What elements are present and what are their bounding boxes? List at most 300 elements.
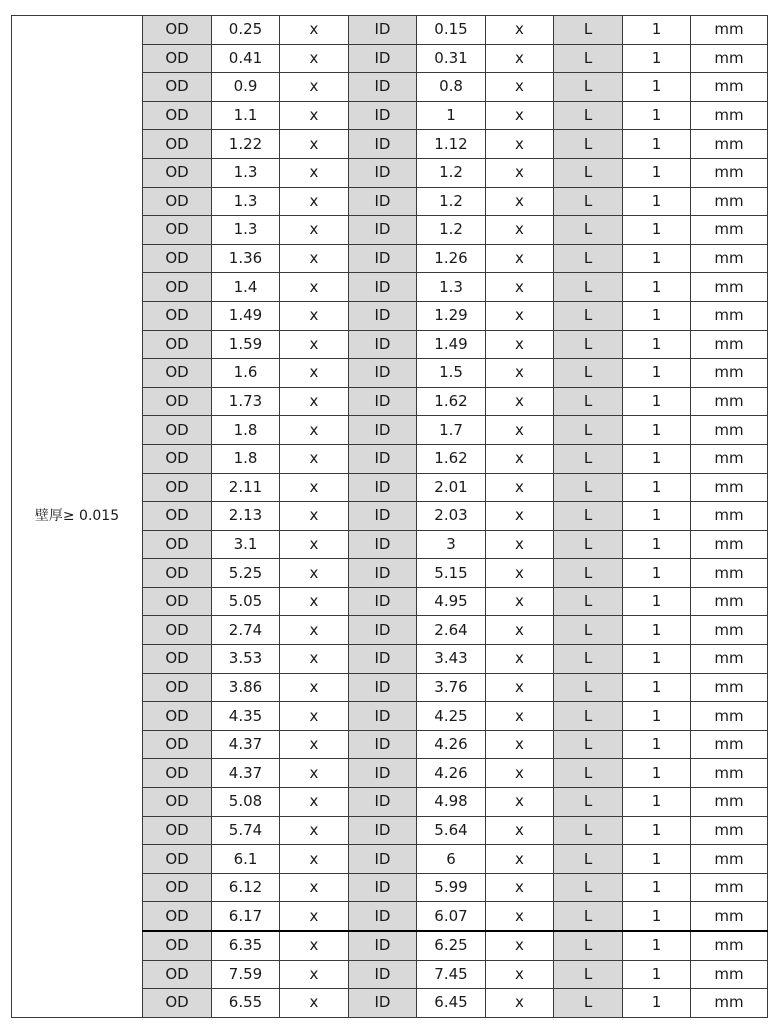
times-sign-cell: x [486,931,554,960]
times-sign-cell: x [280,444,349,473]
length-value-cell: 1 [623,673,691,702]
od-label-cell: OD [143,330,212,359]
id-value-cell: 6.25 [417,931,486,960]
id-value-cell: 3.43 [417,645,486,674]
id-value-cell: 2.64 [417,616,486,645]
id-label-cell: ID [349,330,417,359]
unit-cell: mm [691,273,768,302]
od-label-cell: OD [143,244,212,273]
unit-cell: mm [691,816,768,845]
od-label-cell: OD [143,473,212,502]
od-value-cell: 2.13 [212,502,280,531]
od-label-cell: OD [143,845,212,874]
od-label-cell: OD [143,816,212,845]
od-value-cell: 3.53 [212,645,280,674]
times-sign-cell: x [280,387,349,416]
id-label-cell: ID [349,845,417,874]
od-value-cell: 0.41 [212,44,280,73]
length-value-cell: 1 [623,530,691,559]
length-value-cell: 1 [623,816,691,845]
times-sign-cell: x [486,101,554,130]
od-label-cell: OD [143,387,212,416]
length-value-cell: 1 [623,416,691,445]
length-value-cell: 1 [623,989,691,1018]
times-sign-cell: x [486,359,554,388]
unit-cell: mm [691,873,768,902]
od-value-cell: 4.37 [212,730,280,759]
id-value-cell: 5.99 [417,873,486,902]
od-value-cell: 3.1 [212,530,280,559]
od-value-cell: 2.74 [212,616,280,645]
times-sign-cell: x [280,559,349,588]
length-label-cell: L [554,645,623,674]
id-label-cell: ID [349,587,417,616]
length-value-cell: 1 [623,130,691,159]
times-sign-cell: x [486,730,554,759]
id-label-cell: ID [349,989,417,1018]
length-value-cell: 1 [623,301,691,330]
od-label-cell: OD [143,960,212,989]
length-label-cell: L [554,788,623,817]
times-sign-cell: x [486,216,554,245]
times-sign-cell: x [486,187,554,216]
od-value-cell: 0.25 [212,16,280,45]
id-label-cell: ID [349,931,417,960]
od-value-cell: 1.49 [212,301,280,330]
times-sign-cell: x [280,473,349,502]
od-value-cell: 5.25 [212,559,280,588]
times-sign-cell: x [280,845,349,874]
times-sign-cell: x [486,387,554,416]
times-sign-cell: x [280,989,349,1018]
length-label-cell: L [554,845,623,874]
times-sign-cell: x [280,359,349,388]
id-value-cell: 1.2 [417,216,486,245]
od-value-cell: 4.37 [212,759,280,788]
od-label-cell: OD [143,873,212,902]
od-value-cell: 1.1 [212,101,280,130]
od-label-cell: OD [143,931,212,960]
times-sign-cell: x [280,244,349,273]
times-sign-cell: x [486,502,554,531]
unit-cell: mm [691,216,768,245]
length-label-cell: L [554,330,623,359]
times-sign-cell: x [486,301,554,330]
od-value-cell: 1.36 [212,244,280,273]
times-sign-cell: x [486,330,554,359]
times-sign-cell: x [486,530,554,559]
wall-thickness-label: 壁厚≥ 0.015 [12,16,143,1018]
length-value-cell: 1 [623,101,691,130]
id-value-cell: 4.26 [417,730,486,759]
id-label-cell: ID [349,244,417,273]
od-value-cell: 6.17 [212,902,280,931]
times-sign-cell: x [280,587,349,616]
length-value-cell: 1 [623,16,691,45]
length-label-cell: L [554,816,623,845]
unit-cell: mm [691,559,768,588]
id-label-cell: ID [349,444,417,473]
unit-cell: mm [691,473,768,502]
unit-cell: mm [691,359,768,388]
times-sign-cell: x [280,673,349,702]
od-label-cell: OD [143,673,212,702]
unit-cell: mm [691,44,768,73]
times-sign-cell: x [486,902,554,931]
od-value-cell: 1.8 [212,444,280,473]
id-value-cell: 6.07 [417,902,486,931]
times-sign-cell: x [280,902,349,931]
od-label-cell: OD [143,216,212,245]
times-sign-cell: x [486,130,554,159]
id-label-cell: ID [349,416,417,445]
od-label-cell: OD [143,702,212,731]
unit-cell: mm [691,931,768,960]
od-label-cell: OD [143,616,212,645]
times-sign-cell: x [280,16,349,45]
length-label-cell: L [554,301,623,330]
od-label-cell: OD [143,130,212,159]
unit-cell: mm [691,616,768,645]
id-label-cell: ID [349,73,417,102]
od-label-cell: OD [143,44,212,73]
id-value-cell: 3.76 [417,673,486,702]
times-sign-cell: x [280,702,349,731]
id-value-cell: 7.45 [417,960,486,989]
od-label-cell: OD [143,502,212,531]
od-label-cell: OD [143,444,212,473]
length-value-cell: 1 [623,845,691,874]
id-value-cell: 6.45 [417,989,486,1018]
id-value-cell: 1.5 [417,359,486,388]
unit-cell: mm [691,187,768,216]
od-value-cell: 3.86 [212,673,280,702]
od-value-cell: 1.3 [212,187,280,216]
times-sign-cell: x [486,559,554,588]
length-label-cell: L [554,216,623,245]
times-sign-cell: x [280,788,349,817]
length-label-cell: L [554,130,623,159]
tube-dimension-table [11,15,768,1018]
times-sign-cell: x [280,330,349,359]
id-value-cell: 2.03 [417,502,486,531]
unit-cell: mm [691,730,768,759]
id-value-cell: 1.49 [417,330,486,359]
id-value-cell: 2.01 [417,473,486,502]
times-sign-cell: x [486,44,554,73]
od-label-cell: OD [143,530,212,559]
id-value-cell: 1.29 [417,301,486,330]
length-label-cell: L [554,444,623,473]
length-label-cell: L [554,960,623,989]
id-value-cell: 1.7 [417,416,486,445]
times-sign-cell: x [280,873,349,902]
length-value-cell: 1 [623,273,691,302]
length-label-cell: L [554,359,623,388]
times-sign-cell: x [280,301,349,330]
unit-cell: mm [691,788,768,817]
times-sign-cell: x [280,187,349,216]
times-sign-cell: x [486,873,554,902]
unit-cell: mm [691,530,768,559]
od-value-cell: 6.12 [212,873,280,902]
unit-cell: mm [691,960,768,989]
length-label-cell: L [554,989,623,1018]
length-value-cell: 1 [623,158,691,187]
times-sign-cell: x [486,845,554,874]
od-label-cell: OD [143,559,212,588]
unit-cell: mm [691,673,768,702]
times-sign-cell: x [280,616,349,645]
length-label-cell: L [554,244,623,273]
times-sign-cell: x [280,502,349,531]
length-value-cell: 1 [623,730,691,759]
length-value-cell: 1 [623,931,691,960]
times-sign-cell: x [486,473,554,502]
id-value-cell: 4.26 [417,759,486,788]
length-label-cell: L [554,616,623,645]
times-sign-cell: x [280,730,349,759]
id-label-cell: ID [349,530,417,559]
unit-cell: mm [691,16,768,45]
id-value-cell: 5.64 [417,816,486,845]
times-sign-cell: x [486,816,554,845]
od-label-cell: OD [143,273,212,302]
times-sign-cell: x [486,673,554,702]
length-value-cell: 1 [623,960,691,989]
length-value-cell: 1 [623,559,691,588]
id-label-cell: ID [349,158,417,187]
length-value-cell: 1 [623,44,691,73]
unit-cell: mm [691,444,768,473]
id-label-cell: ID [349,902,417,931]
length-value-cell: 1 [623,359,691,388]
od-value-cell: 5.08 [212,788,280,817]
times-sign-cell: x [486,960,554,989]
unit-cell: mm [691,902,768,931]
od-value-cell: 1.4 [212,273,280,302]
times-sign-cell: x [280,645,349,674]
od-value-cell: 6.55 [212,989,280,1018]
length-value-cell: 1 [623,759,691,788]
id-label-cell: ID [349,473,417,502]
od-value-cell: 0.9 [212,73,280,102]
od-label-cell: OD [143,730,212,759]
length-label-cell: L [554,931,623,960]
id-value-cell: 3 [417,530,486,559]
times-sign-cell: x [486,16,554,45]
length-value-cell: 1 [623,387,691,416]
id-label-cell: ID [349,101,417,130]
length-label-cell: L [554,273,623,302]
unit-cell: mm [691,244,768,273]
id-label-cell: ID [349,873,417,902]
od-label-cell: OD [143,158,212,187]
od-value-cell: 1.3 [212,216,280,245]
od-value-cell: 1.59 [212,330,280,359]
length-value-cell: 1 [623,788,691,817]
length-value-cell: 1 [623,330,691,359]
od-label-cell: OD [143,187,212,216]
id-label-cell: ID [349,673,417,702]
times-sign-cell: x [486,702,554,731]
times-sign-cell: x [486,158,554,187]
times-sign-cell: x [486,273,554,302]
od-label-cell: OD [143,416,212,445]
times-sign-cell: x [486,616,554,645]
id-value-cell: 6 [417,845,486,874]
length-label-cell: L [554,759,623,788]
id-value-cell: 1.2 [417,158,486,187]
times-sign-cell: x [486,989,554,1018]
unit-cell: mm [691,73,768,102]
od-label-cell: OD [143,587,212,616]
od-value-cell: 1.22 [212,130,280,159]
times-sign-cell: x [486,416,554,445]
unit-cell: mm [691,301,768,330]
id-value-cell: 1.26 [417,244,486,273]
id-label-cell: ID [349,816,417,845]
length-value-cell: 1 [623,702,691,731]
id-value-cell: 1.62 [417,444,486,473]
length-label-cell: L [554,101,623,130]
id-label-cell: ID [349,216,417,245]
length-label-cell: L [554,673,623,702]
od-value-cell: 5.05 [212,587,280,616]
length-label-cell: L [554,473,623,502]
id-label-cell: ID [349,788,417,817]
od-value-cell: 7.59 [212,960,280,989]
id-label-cell: ID [349,16,417,45]
od-label-cell: OD [143,788,212,817]
id-label-cell: ID [349,187,417,216]
times-sign-cell: x [280,101,349,130]
unit-cell: mm [691,502,768,531]
id-value-cell: 1.2 [417,187,486,216]
od-value-cell: 6.35 [212,931,280,960]
unit-cell: mm [691,158,768,187]
id-value-cell: 1.3 [417,273,486,302]
times-sign-cell: x [280,931,349,960]
od-value-cell: 6.1 [212,845,280,874]
id-value-cell: 0.31 [417,44,486,73]
id-value-cell: 1.12 [417,130,486,159]
id-value-cell: 1 [417,101,486,130]
od-label-cell: OD [143,902,212,931]
id-label-cell: ID [349,44,417,73]
length-value-cell: 1 [623,902,691,931]
times-sign-cell: x [280,44,349,73]
id-label-cell: ID [349,559,417,588]
od-label-cell: OD [143,301,212,330]
length-value-cell: 1 [623,73,691,102]
od-label-cell: OD [143,101,212,130]
od-label-cell: OD [143,759,212,788]
od-value-cell: 2.11 [212,473,280,502]
od-value-cell: 1.73 [212,387,280,416]
id-label-cell: ID [349,502,417,531]
id-label-cell: ID [349,130,417,159]
times-sign-cell: x [486,788,554,817]
length-value-cell: 1 [623,473,691,502]
od-label-cell: OD [143,645,212,674]
length-value-cell: 1 [623,587,691,616]
id-value-cell: 5.15 [417,559,486,588]
times-sign-cell: x [486,244,554,273]
times-sign-cell: x [280,530,349,559]
length-label-cell: L [554,873,623,902]
times-sign-cell: x [280,216,349,245]
id-label-cell: ID [349,960,417,989]
table-body [12,16,768,1018]
length-label-cell: L [554,187,623,216]
unit-cell: mm [691,101,768,130]
length-value-cell: 1 [623,616,691,645]
times-sign-cell: x [486,759,554,788]
times-sign-cell: x [486,444,554,473]
unit-cell: mm [691,702,768,731]
id-value-cell: 0.15 [417,16,486,45]
od-value-cell: 1.8 [212,416,280,445]
length-label-cell: L [554,416,623,445]
times-sign-cell: x [280,816,349,845]
id-label-cell: ID [349,359,417,388]
id-value-cell: 4.98 [417,788,486,817]
length-label-cell: L [554,73,623,102]
unit-cell: mm [691,587,768,616]
od-value-cell: 5.74 [212,816,280,845]
times-sign-cell: x [486,587,554,616]
length-label-cell: L [554,44,623,73]
id-label-cell: ID [349,645,417,674]
unit-cell: mm [691,759,768,788]
od-label-cell: OD [143,359,212,388]
id-label-cell: ID [349,273,417,302]
id-label-cell: ID [349,730,417,759]
id-value-cell: 0.8 [417,73,486,102]
times-sign-cell: x [280,759,349,788]
table-row [12,16,768,45]
times-sign-cell: x [280,960,349,989]
length-value-cell: 1 [623,502,691,531]
id-label-cell: ID [349,301,417,330]
od-label-cell: OD [143,989,212,1018]
length-label-cell: L [554,16,623,45]
id-value-cell: 4.25 [417,702,486,731]
length-label-cell: L [554,730,623,759]
length-label-cell: L [554,559,623,588]
length-value-cell: 1 [623,444,691,473]
unit-cell: mm [691,645,768,674]
unit-cell: mm [691,387,768,416]
length-label-cell: L [554,387,623,416]
length-value-cell: 1 [623,645,691,674]
length-label-cell: L [554,530,623,559]
times-sign-cell: x [280,416,349,445]
id-label-cell: ID [349,702,417,731]
length-label-cell: L [554,502,623,531]
times-sign-cell: x [280,73,349,102]
unit-cell: mm [691,845,768,874]
od-label-cell: OD [143,73,212,102]
id-value-cell: 1.62 [417,387,486,416]
id-label-cell: ID [349,759,417,788]
length-value-cell: 1 [623,216,691,245]
unit-cell: mm [691,989,768,1018]
unit-cell: mm [691,130,768,159]
times-sign-cell: x [486,73,554,102]
od-value-cell: 4.35 [212,702,280,731]
